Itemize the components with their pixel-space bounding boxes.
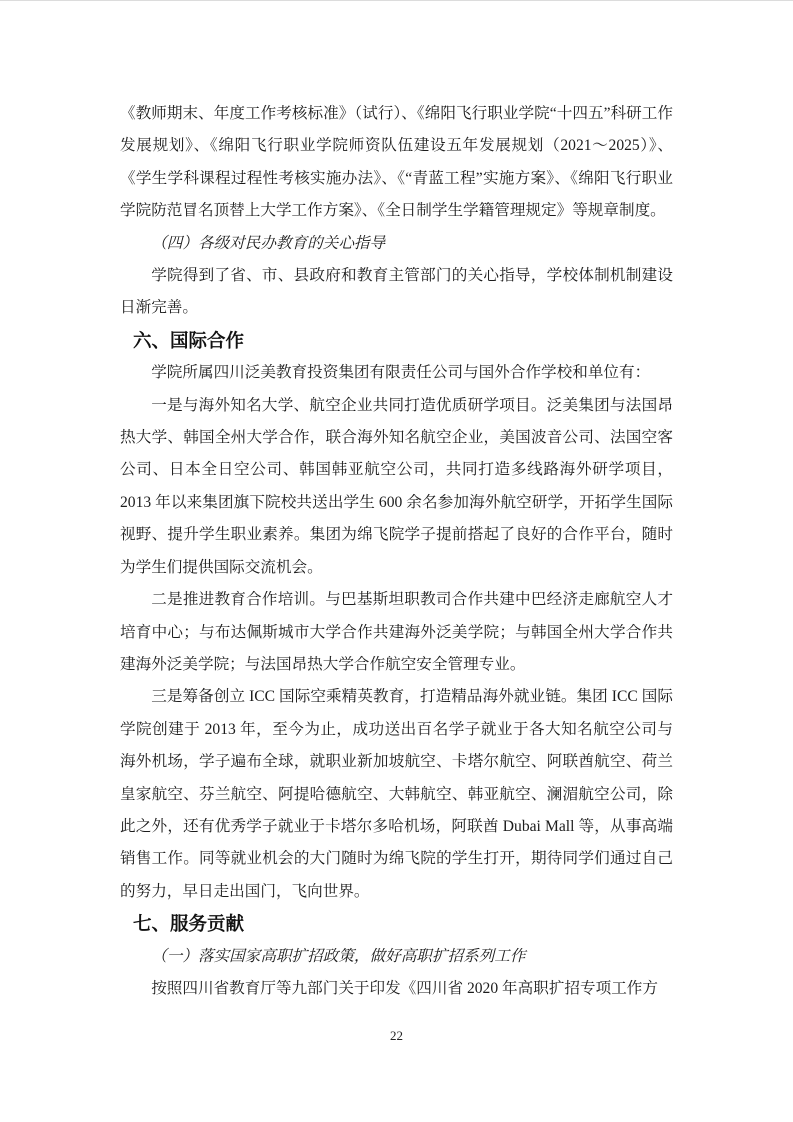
paragraph-point-three-icc-education: 三是筹备创立 ICC 国际空乘精英教育，打造精品海外就业链。集团 ICC 国际学院创建于 2013 年，至今为止，成功送出百名学子就业于各大知名航空公司与海外机场，学子遍布全球，就职业新加坡航空、卡塔尔航空、阿联酋航空、荷兰皇家航空、芬兰航空、阿提哈德航空、大韩航空、韩亚航空、澜湄航空公司，除此之外，还有优秀学子就业于卡塔尔多哈机场，阿联酋 Dubai Mall 等，从事高端销售工作。同等就业机会的大门随时为绵飞院的学生打开，期待同学们通过自己的努力，早日走出国门，飞向世界。 bbox=[120, 688, 673, 900]
paragraph-government-support: 学院得到了省、市、县政府和教育主管部门的关心指导，学校体制机制建设日渐完善。 bbox=[120, 267, 673, 317]
paragraph-enrollment-policy: 按照四川省教育厅等九部门关于印发《四川省 2020 年高职扩招专项工作方 bbox=[151, 979, 658, 997]
paragraph-rules-list-continuation: 《教师期末、年度工作考核标准》（试行）、《绵阳飞行职业学院“十四五”科研工作发展规划》、《绵阳飞行职业学院师资队伍建设五年发展规划（2021～2025）》、《学生学科课程过程性考核实施办法》、《“青蓝工程”实施方案》、《绵阳飞行职业学院防范冒名顶替上大学工作方案》、《全日制学生学籍管理规定》等规章制度。 bbox=[120, 105, 673, 220]
paragraph-partners-intro: 学院所属四川泛美教育投资集团有限责任公司与国外合作学校和单位有： bbox=[151, 364, 651, 382]
paragraph-point-two-cooperation-training: 二是推进教育合作培训。与巴基斯坦职教司合作共建中巴经济走廊航空人才培育中心；与布达佩斯城市大学合作共建海外泛美学院；与韩国全州大学合作共建海外泛美学院；与法国昂热大学合作航空安全管理专业。 bbox=[120, 591, 673, 673]
paragraph-point-one-study-programs: 一是与海外知名大学、航空企业共同打造优质研学项目。泛美集团与法国昂热大学、韩国全州大学合作，联合海外知名航空企业，美国波音公司、法国空客公司、日本全日空公司、韩国韩亚航空公司，共同打造多线路海外研学项目，2013 年以来集团旗下院校共送出学生 600 余名参加海外航空研学，开拓学生国际视野、提升学生职业素养。集团为绵飞院学子提前搭起了良好的合作平台，随时为学生们提供国际交流机会。 bbox=[120, 396, 673, 576]
section-heading-international-cooperation: 六、国际合作 bbox=[133, 329, 245, 351]
subheading-enrollment-expansion: （一）落实国家高职扩招政策，做好高职扩招系列工作 bbox=[151, 947, 526, 965]
page-body bbox=[120, 98, 673, 1005]
section-heading-service-contribution: 七、服务贡献 bbox=[133, 913, 245, 935]
subheading-care-guidance: （四）各级对民办教育的关心指导 bbox=[151, 234, 386, 252]
page-number: 22 bbox=[390, 1028, 403, 1043]
